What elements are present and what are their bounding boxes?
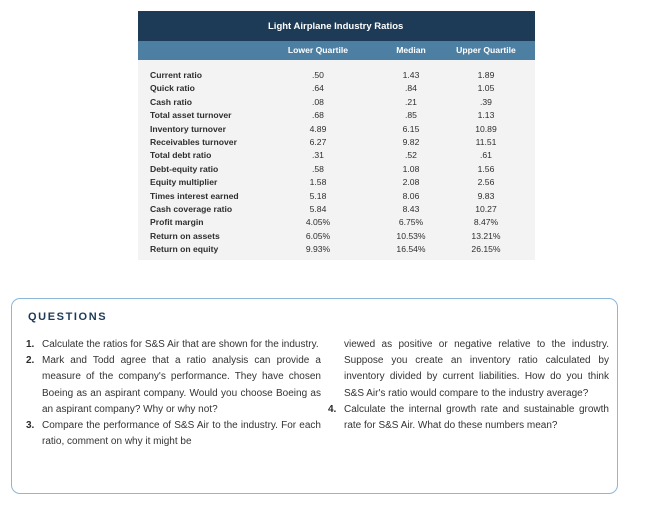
table-header-row xyxy=(138,41,535,60)
row-label: Equity multiplier xyxy=(150,177,218,188)
lower-quartile-value: 6.27 xyxy=(309,136,327,147)
median-value: 1.08 xyxy=(402,163,420,174)
question-2-text: Mark and Todd agree that a ratio analysis can provide a measure of the company's performance. They have chosen Boeing as an aspirant company. Would you choose Boeing as an aspirant company? Why or why not? xyxy=(42,355,321,415)
upper-quartile-value: 8.47% xyxy=(473,217,499,228)
table-title-bar xyxy=(138,11,535,41)
lower-quartile-value: 4.05% xyxy=(305,217,331,228)
row-label: Total debt ratio xyxy=(150,150,212,161)
lower-quartile-value: .50 xyxy=(312,70,324,80)
median-value: .84 xyxy=(405,83,417,94)
row-label: Return on equity xyxy=(150,244,219,255)
industry-ratios-table xyxy=(138,11,535,260)
table-row xyxy=(138,243,535,256)
table-row xyxy=(138,149,535,162)
table-row xyxy=(138,216,535,229)
question-4 xyxy=(328,402,609,434)
table-row xyxy=(138,163,535,176)
questions-right-column xyxy=(328,337,609,434)
table-row xyxy=(138,230,535,243)
question-1 xyxy=(26,337,321,353)
upper-quartile-value: 9.83 xyxy=(477,190,495,201)
row-label: Debt-equity ratio xyxy=(150,163,219,174)
table-row xyxy=(138,176,535,189)
median-value: 2.08 xyxy=(402,177,420,188)
lower-quartile-value: 1.58 xyxy=(309,177,327,188)
column-header-lower-quartile: Lower Quartile xyxy=(287,45,349,55)
median-value: .21 xyxy=(405,96,417,107)
lower-quartile-value: 9.93% xyxy=(305,244,331,255)
question-3 xyxy=(26,418,321,450)
median-value: 8.06 xyxy=(402,190,420,201)
row-label: Profit margin xyxy=(150,217,204,228)
row-label: Inventory turnover xyxy=(150,123,226,134)
column-header-upper-quartile: Upper Quartile xyxy=(456,45,516,55)
question-2 xyxy=(26,353,321,418)
question-3-number: 3. xyxy=(26,420,35,432)
table-title: Light Airplane Industry Ratios xyxy=(268,20,404,32)
row-label: Return on assets xyxy=(150,230,220,241)
row-label: Current ratio xyxy=(150,70,203,80)
table-row xyxy=(138,123,535,136)
question-3-continued: viewed as positive or negative relative to the industry. Suppose you create an inventory ratio calculated by inventory divided by current liabilities. How do you think S&S Air's ratio would compare to the industry average? xyxy=(344,339,609,399)
row-label: Total asset turnover xyxy=(150,110,232,121)
question-1-number: 1. xyxy=(26,339,35,350)
lower-quartile-value: .68 xyxy=(312,110,324,121)
row-label: Receivables turnover xyxy=(150,136,237,147)
lower-quartile-value: 5.84 xyxy=(309,203,327,214)
median-value: 6.75% xyxy=(398,217,424,228)
questions-heading: QUESTIONS xyxy=(28,311,108,323)
upper-quartile-value: 1.05 xyxy=(477,83,495,94)
upper-quartile-value: 1.56 xyxy=(477,163,495,174)
column-header-median: Median xyxy=(396,45,426,55)
questions-box xyxy=(11,298,618,494)
row-label: Cash coverage ratio xyxy=(150,203,233,214)
table-row xyxy=(138,82,535,95)
lower-quartile-value: .31 xyxy=(312,150,324,161)
lower-quartile-value: 4.89 xyxy=(309,123,327,134)
lower-quartile-value: .64 xyxy=(312,83,324,94)
median-value: 9.82 xyxy=(402,136,420,147)
median-value: 1.43 xyxy=(402,70,420,80)
upper-quartile-value: 10.89 xyxy=(475,123,497,134)
upper-quartile-value: 13.21% xyxy=(471,230,501,241)
lower-quartile-value: .58 xyxy=(312,163,324,174)
row-label: Quick ratio xyxy=(150,83,195,94)
median-value: .52 xyxy=(405,150,417,161)
upper-quartile-value: 11.51 xyxy=(475,136,497,147)
question-4-number: 4. xyxy=(328,403,337,415)
table-row xyxy=(138,109,535,122)
upper-quartile-value: 1.89 xyxy=(477,70,495,80)
median-value: 16.54% xyxy=(396,244,426,255)
median-value: 6.15 xyxy=(402,123,420,134)
table-body xyxy=(138,69,535,256)
upper-quartile-value: .61 xyxy=(480,150,492,161)
question-2-number: 2. xyxy=(26,355,35,367)
table-row xyxy=(138,190,535,203)
median-value: .85 xyxy=(405,110,417,121)
upper-quartile-value: 10.27 xyxy=(475,203,497,214)
row-label: Cash ratio xyxy=(150,96,193,107)
upper-quartile-value: 1.13 xyxy=(477,110,495,121)
median-value: 8.43 xyxy=(402,203,420,214)
question-3-text: Compare the performance of S&S Air to the industry. For each ratio, comment on why it might be xyxy=(42,420,321,448)
lower-quartile-value: 6.05% xyxy=(305,230,331,241)
question-1-text: Calculate the ratios for S&S Air that are shown for the industry. xyxy=(42,339,319,350)
table-row xyxy=(138,136,535,149)
upper-quartile-value: 2.56 xyxy=(477,177,495,188)
row-label: Times interest earned xyxy=(150,190,239,201)
questions-left-column xyxy=(26,337,321,450)
table-row xyxy=(138,203,535,216)
lower-quartile-value: 5.18 xyxy=(309,190,327,201)
upper-quartile-value: 26.15% xyxy=(471,244,501,255)
table-row xyxy=(138,69,535,82)
lower-quartile-value: .08 xyxy=(312,96,324,107)
upper-quartile-value: .39 xyxy=(480,96,492,107)
question-4-text: Calculate the internal growth rate and sustainable growth rate for S&S Air. What do these numbers mean? xyxy=(344,403,609,432)
median-value: 10.53% xyxy=(396,230,426,241)
table-row xyxy=(138,96,535,109)
